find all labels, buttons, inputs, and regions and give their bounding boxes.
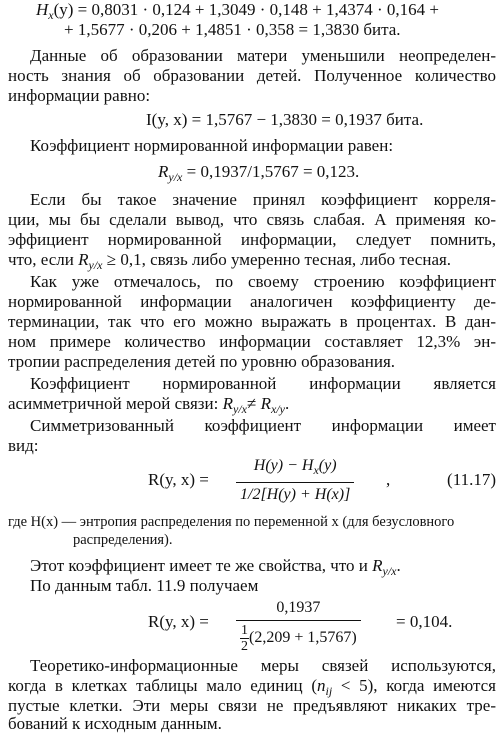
eq-sym-lhs: R(y, x) =	[148, 470, 209, 489]
paragraph-line: Данные об образовании матери уменьшили неопределен-	[30, 46, 496, 65]
paragraph-line: Как уже отмечалось, по своему строению коэффициент	[30, 272, 496, 291]
paragraph-line: Коэффициент нормированной информации является	[30, 374, 496, 393]
equation-symmetrized	[8, 456, 496, 504]
paragraph-line: Если бы такое значение принял коэффициент корреля-	[30, 190, 496, 209]
paragraph-line: что, если $R_{y/x} \ge 0,1$, связь либо умеренно тесная, либо тесная.	[8, 250, 452, 272]
paragraph-line: Коэффициент нормированной информации равен:	[30, 136, 394, 155]
eq-sym-denominator: 1/2[H(y) + H(x)]	[240, 486, 351, 503]
paragraph-line: ции, мы бы сделали вывод, что связь слабая. А применяя ко-	[8, 210, 496, 229]
eq-rhs: = 0,1937/1,5767 = 0,123.	[182, 162, 360, 181]
paragraph-line: По данным табл. 11.9 получаем	[30, 576, 259, 595]
paragraph-line: эффициент нормированной информации, следует помнить,	[8, 230, 496, 249]
eq-final-lhs: R(y, x) =	[148, 612, 209, 631]
equation-information: I(y, x) = 1,5767 − 1,3830 = 0,1937 бита.	[146, 110, 424, 129]
paragraph-line: Этот коэффициент имеет те же свойства, что и $R_{y/x}$.	[30, 556, 401, 578]
equation-h-x-line2: + 1,5677 · 0,206 + 1,4851 · 0,358 = 1,3830 бита.	[64, 20, 401, 39]
eq-sym-fraction	[236, 456, 354, 505]
eq-final-result: = 0,104.	[396, 612, 453, 631]
equation-final	[8, 598, 496, 654]
eq-sym-comma: ,	[386, 470, 391, 489]
equation-number: (11.17)	[447, 470, 496, 489]
paragraph-line: нормированной информации аналогичен коэффициенту де-	[8, 292, 496, 311]
eq-final-fraction	[236, 598, 361, 654]
eq-lhs-rhs: (y) = 0,8031 · 0,124 + 1,3049 · 0,148 + 1,4374 · 0,164 +	[53, 0, 440, 19]
eq-r: R	[158, 162, 169, 181]
paragraph-line: тропии распределения детей по уровню образования.	[8, 352, 396, 371]
paragraph-line: Теоретико-информационные меры связей используются,	[30, 656, 496, 675]
equation-normalized	[158, 162, 359, 187]
eq-final-numerator: 0,1937	[236, 598, 361, 621]
paragraph-line: терминации, так что его можно выражать в процентах. В дан-	[8, 312, 496, 331]
paragraph-line: информации равно:	[8, 86, 151, 105]
paragraph-line: когда в клетках таблицы мало единиц $(n_{ij} < 5)$, когда имеются	[8, 676, 496, 698]
paragraph-line: бований к исходным данным.	[8, 714, 222, 733]
paragraph-line: пустые клетки. Эти меры связи не предъявляют никаких тре-	[8, 696, 496, 715]
paragraph-line: Симметризованный коэффициент информации имеет	[30, 416, 496, 435]
where-note-line: распределения).	[73, 532, 173, 548]
paragraph-line: асимметричной мерой связи: $R_{y/x}\ne R_{x/y}$.	[8, 394, 290, 416]
eq-lhs-sub: x	[48, 8, 54, 22]
where-note-line: где H(x) — энтропия распределения по переменной x (для безусловного	[8, 514, 455, 530]
eq-final-denominator: $\frac{1}{2}$ (2,209 + 1,5767)	[241, 623, 357, 654]
eq-r-sub: y/x	[168, 170, 183, 184]
paragraph-line: ность знания об образовании детей. Полученное количество	[8, 66, 496, 85]
one-half: $\frac{1}{2}$	[241, 623, 248, 654]
eq-sym-numerator: $H(y) - H_x(y)$	[236, 456, 354, 483]
paragraph-line: вид:	[8, 436, 39, 455]
eq-lhs: H	[36, 0, 49, 19]
paragraph-line: ном примере количество информации составляет 12,3% эн-	[8, 332, 496, 351]
